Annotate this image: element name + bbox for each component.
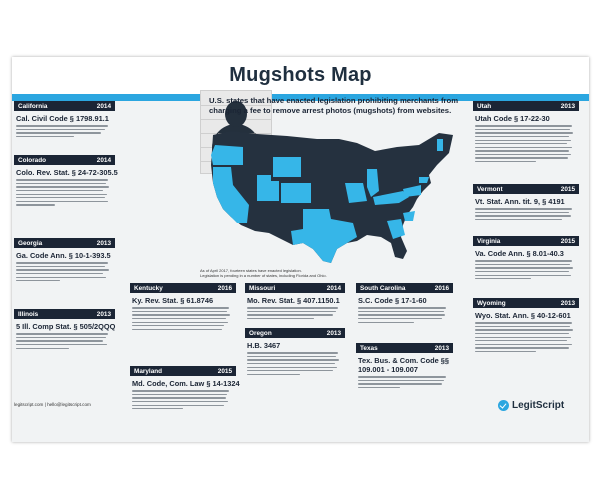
card-state: Georgia bbox=[18, 239, 43, 247]
card-state: South Carolina bbox=[360, 284, 406, 292]
card-maryland bbox=[130, 366, 240, 416]
checkmark-icon bbox=[498, 400, 509, 411]
us-map bbox=[207, 125, 462, 270]
card-state: Vermont bbox=[477, 185, 503, 193]
card-statute: Ky. Rev. Stat. § 61.8746 bbox=[132, 296, 214, 305]
card-header bbox=[14, 309, 115, 319]
card-body-text bbox=[16, 179, 113, 205]
card-body-text bbox=[16, 125, 113, 137]
card-year: 2013 bbox=[560, 102, 575, 110]
card-body-text bbox=[132, 390, 234, 409]
card-header bbox=[130, 366, 236, 376]
card-california bbox=[14, 101, 115, 149]
card-state: Virginia bbox=[477, 237, 501, 245]
card-body-text bbox=[358, 376, 451, 388]
card-statute: Md. Code, Com. Law § 14-1324 bbox=[132, 379, 240, 388]
card-body-text bbox=[247, 352, 343, 375]
caption-line: As of April 2017, fourteen states have enacted legislation. bbox=[200, 268, 302, 273]
card-body-text bbox=[475, 260, 577, 279]
state-oregon bbox=[211, 145, 243, 165]
card-texas bbox=[356, 343, 453, 403]
card-statute: S.C. Code § 17-1-60 bbox=[358, 296, 427, 305]
card-statute: Cal. Civil Code § 1798.91.1 bbox=[16, 114, 109, 123]
card-year: 2013 bbox=[96, 239, 111, 247]
card-header bbox=[130, 283, 236, 293]
card-statute: Va. Code Ann. § 8.01-40.3 bbox=[475, 249, 564, 258]
card-header bbox=[473, 101, 579, 111]
card-header bbox=[245, 328, 345, 338]
card-year: 2016 bbox=[217, 284, 232, 292]
card-statute: Wyo. Stat. Ann. § 40-12-601 bbox=[475, 311, 571, 320]
card-state: Kentucky bbox=[134, 284, 163, 292]
logo-text: LegitScript bbox=[512, 400, 565, 411]
card-statute: Mo. Rev. Stat. § 407.1150.1 bbox=[247, 296, 340, 305]
map-heading: U.S. states that have enacted legislation prohibiting merchants from charging a fee to remove arrest photos (mugshots) from websites. bbox=[209, 96, 459, 115]
card-statute: 5 Ill. Comp Stat. § 505/2QQQ bbox=[16, 322, 116, 331]
card-virginia bbox=[473, 236, 579, 296]
footer-contact: legitscript.com | hello@legitscript.com bbox=[14, 402, 91, 407]
card-year: 2014 bbox=[96, 156, 111, 164]
card-illinois bbox=[14, 309, 115, 369]
card-year: 2014 bbox=[96, 102, 111, 110]
state-colorado bbox=[281, 183, 311, 203]
card-state: Missouri bbox=[249, 284, 276, 292]
card-statute: Utah Code § 17-22-30 bbox=[475, 114, 550, 123]
card-body-text bbox=[475, 208, 577, 220]
card-header bbox=[356, 343, 453, 353]
card-year: 2013 bbox=[96, 310, 111, 318]
card-body-text bbox=[358, 307, 451, 323]
card-year: 2014 bbox=[326, 284, 341, 292]
card-header bbox=[473, 298, 579, 308]
card-state: Texas bbox=[360, 344, 378, 352]
legitscript-logo bbox=[498, 400, 564, 411]
state-vermont bbox=[437, 139, 443, 151]
card-year: 2013 bbox=[326, 329, 341, 337]
card-state: Illinois bbox=[18, 310, 39, 318]
card-body-text bbox=[132, 307, 234, 330]
card-statute: Ga. Code Ann. § 10-1-393.5 bbox=[16, 251, 111, 260]
card-kentucky bbox=[130, 283, 236, 333]
map-caption bbox=[200, 268, 330, 278]
card-georgia bbox=[14, 238, 115, 298]
card-header bbox=[473, 236, 579, 246]
card-header bbox=[356, 283, 453, 293]
caption-line: Legislation is pending in a number of states, including Florida and Ohio. bbox=[200, 273, 327, 279]
card-state: California bbox=[18, 102, 48, 110]
page-title: Mugshots Map bbox=[229, 64, 372, 86]
card-state: Utah bbox=[477, 102, 492, 110]
card-year: 2013 bbox=[560, 299, 575, 307]
card-year: 2015 bbox=[560, 237, 575, 245]
card-wyoming bbox=[473, 298, 579, 388]
card-header bbox=[14, 101, 115, 111]
card-header bbox=[14, 238, 115, 248]
state-wyoming bbox=[273, 157, 301, 177]
card-year: 2015 bbox=[560, 185, 575, 193]
card-statute: Vt. Stat. Ann. tit. 9, § 4191 bbox=[475, 197, 565, 206]
card-oregon bbox=[245, 328, 345, 388]
card-statute: Tex. Bus. & Com. Code §§ 109.001 - 109.007 bbox=[358, 356, 450, 374]
card-year: 2013 bbox=[434, 344, 449, 352]
card-statute: Colo. Rev. Stat. § 24-72-305.5 bbox=[16, 168, 118, 177]
card-state: Oregon bbox=[249, 329, 272, 337]
card-state: Maryland bbox=[134, 367, 163, 375]
card-missouri bbox=[245, 283, 345, 323]
card-state: Wyoming bbox=[477, 299, 506, 307]
card-body-text bbox=[475, 125, 577, 162]
card-colorado bbox=[14, 155, 118, 225]
card-year: 2015 bbox=[217, 367, 232, 375]
card-body-text bbox=[247, 307, 343, 319]
card-body-text bbox=[16, 262, 113, 281]
card-south-carolina bbox=[356, 283, 453, 343]
card-header bbox=[473, 184, 579, 194]
card-header bbox=[245, 283, 345, 293]
card-vermont bbox=[473, 184, 579, 234]
card-body-text bbox=[475, 322, 577, 352]
card-body-text bbox=[16, 333, 113, 349]
header-band bbox=[12, 57, 589, 94]
card-header bbox=[14, 155, 115, 165]
card-statute: H.B. 3467 bbox=[247, 341, 281, 350]
card-state: Colorado bbox=[18, 156, 47, 164]
card-year: 2016 bbox=[434, 284, 449, 292]
